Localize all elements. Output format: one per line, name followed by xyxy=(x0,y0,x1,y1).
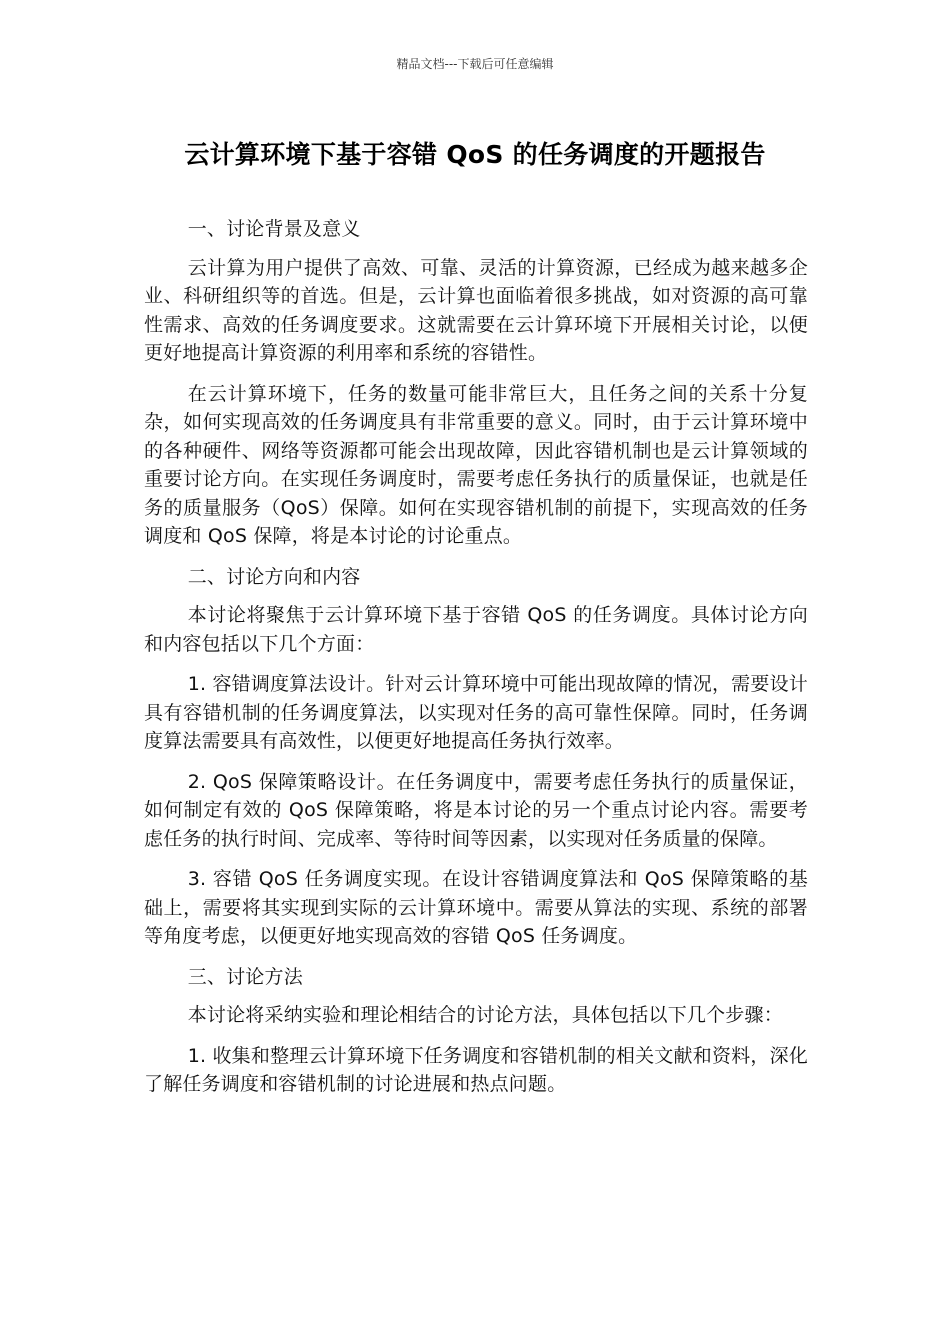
list-item-fault-tolerant-algorithm: 1. 容错调度算法设计。针对云计算环境中可能出现故障的情况，需要设计具有容错机制的任务调度算法，以实现对任务的高可靠性保障。同时，任务调度算法需要具有高效性，以便更好地提高任务执行效率。 xyxy=(144,673,808,752)
list-item-literature-review: 1. 收集和整理云计算环境下任务调度和容错机制的相关文献和资料，深化了解任务调度和容错机制的讨论进展和热点问题。 xyxy=(144,1044,808,1095)
document-body xyxy=(144,215,808,1111)
list-item-qos-strategy: 2. QoS 保障策略设计。在任务调度中，需要考虑任务执行的质量保证，如何制定有效的 QoS 保障策略，将是本讨论的另一个重点讨论内容。需要考虑任务的执行时间、完成率、等待时间等因素，以实现对任务质量的保障。 xyxy=(144,770,808,850)
section-heading-background: 一、讨论背景及意义 xyxy=(187,218,361,240)
page-header: 精品文档---下载后可任意编辑 xyxy=(396,57,554,71)
document-title: 云计算环境下基于容错 QoS 的任务调度的开题报告 xyxy=(184,140,766,169)
section-heading-direction: 二、讨论方向和内容 xyxy=(187,565,361,588)
paragraph-background-2: 在云计算环境下，任务的数量可能非常巨大，且任务之间的关系十分复杂，如何实现高效的任务调度具有非常重要的意义。同时，由于云计算环境中的各种硬件、网络等资源都可能会出现故障，因此容错机制也是云计算领域的重要讨论方向。在实现任务调度时，需要考虑任务执行的质量保证，也就是任务的质量服务（QoS）保障。如何在实现容错机制的前提下，实现高效的任务调度和 QoS 保障，将是本讨论的讨论重点。 xyxy=(144,382,808,547)
list-item-implementation: 3. 容错 QoS 任务调度实现。在设计容错调度算法和 QoS 保障策略的基础上，需要将其实现到实际的云计算环境中。需要从算法的实现、系统的部署等角度考虑，以便更好地实现高效的容错 QoS 任务调度。 xyxy=(144,868,808,947)
paragraph-direction-intro: 本讨论将聚焦于云计算环境下基于容错 QoS 的任务调度。具体讨论方向和内容包括以下几个方面： xyxy=(144,604,808,655)
paragraph-method-intro: 本讨论将采纳实验和理论相结合的讨论方法，具体包括以下几个步骤： xyxy=(187,1004,783,1026)
paragraph-background-1: 云计算为用户提供了高效、可靠、灵活的计算资源，已经成为越来越多企业、科研组织等的首选。但是，云计算也面临着很多挑战，如对资源的高可靠性需求、高效的任务调度要求。这就需要在云计算环境下开展相关讨论，以便更好地提高计算资源的利用率和系统的容错性。 xyxy=(144,256,808,364)
section-heading-method: 三、讨论方法 xyxy=(187,965,303,988)
